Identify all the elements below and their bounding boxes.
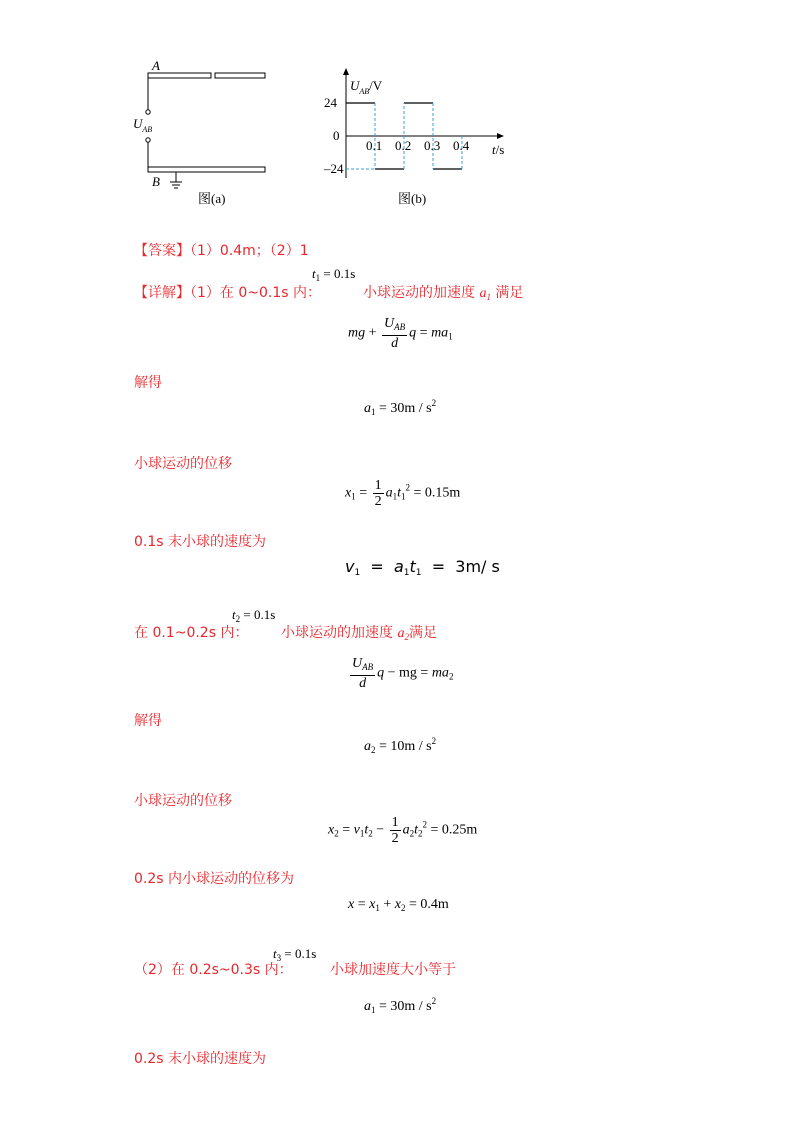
t2-expr: $t_2 = 0.1s$ bbox=[232, 607, 276, 624]
part2-intro: （2）在 0.2s~0.3s 内： bbox=[134, 962, 293, 978]
accel3-text: 小球加速度大小等于 bbox=[330, 962, 456, 978]
part1b-intro: 在 0.1~0.2s 内： bbox=[134, 625, 249, 641]
part1-intro: （1）在 0~0.1s 内： bbox=[190, 285, 322, 301]
eq-a2: $a_2 = 10m / s^2$ bbox=[364, 736, 437, 755]
terminal-top bbox=[146, 110, 150, 114]
t1-expr: $t_1 = 0.1s$ bbox=[312, 266, 356, 283]
plate-top-label: A bbox=[152, 60, 160, 73]
figure-b bbox=[320, 60, 520, 210]
solve-label-1: 解得 bbox=[134, 375, 162, 391]
x-tick-label: 0.3 bbox=[424, 138, 441, 153]
total-label: 0.2s 内小球运动的位移为 bbox=[134, 871, 295, 887]
eq-x: $x = x_1 + x_2 = 0.4m$ bbox=[348, 897, 449, 913]
eq-x2: $x_2 = v_1t_2$ − $\frac{1}{2}$ $a_2t_2^2 = 0.25m$ bbox=[328, 815, 478, 846]
origin-label: 0 bbox=[333, 128, 340, 143]
eq-v1: $v_1 = a_1t_1 = 3m/$ s bbox=[345, 557, 500, 578]
y-tick-label: –24 bbox=[324, 161, 344, 176]
eq-force1: mg + $\frac{U_{AB}}{d}$ $q = ma_1$ bbox=[348, 316, 453, 351]
eq-a1: $a_1 = 30m / s^2$ bbox=[364, 398, 437, 417]
eq-a1-again: $a_1 = 30m / s^2$ bbox=[364, 996, 437, 1015]
part1-intro-line bbox=[134, 282, 321, 302]
x-tick-label: 0.2 bbox=[395, 138, 412, 153]
accel1-text: 小球运动的加速度 $a_1$ 满足 bbox=[363, 285, 524, 302]
x-tick-label: 0.1 bbox=[366, 138, 383, 153]
answer-text: （1）0.4m；（2）1 bbox=[190, 243, 309, 259]
eq-force2: $\frac{U_{AB}}{d}$ q − mg = $ma_2$ bbox=[352, 656, 454, 691]
y-axis-arrow bbox=[343, 68, 349, 75]
disp-label-2: 小球运动的位移 bbox=[134, 793, 232, 809]
plate-a-right bbox=[215, 73, 265, 78]
figure-a bbox=[130, 60, 280, 210]
solve-label-2: 解得 bbox=[134, 713, 162, 729]
figure-b-caption: 图(b) bbox=[398, 191, 427, 206]
y-tick-label: 24 bbox=[324, 95, 337, 110]
solution-label: 【详解】 bbox=[134, 285, 190, 301]
plate-a-left bbox=[148, 73, 211, 78]
answer-label: 【答案】 bbox=[134, 243, 190, 259]
answer-line bbox=[134, 240, 309, 260]
y-axis-label: $U_{AB}/V$ bbox=[350, 78, 383, 96]
disp-label-1: 小球运动的位移 bbox=[134, 456, 232, 472]
accel2-text: 小球运动的加速度 $a_2$满足 bbox=[281, 625, 437, 642]
terminal-bottom bbox=[146, 138, 150, 142]
eq-x1: $x_1$ = $\frac{1}{2}$ $a_1t_1^2 = 0.15m$ bbox=[345, 478, 461, 509]
vel-label-1: 0.1s 末小球的速度为 bbox=[134, 534, 267, 550]
plate-b bbox=[148, 167, 265, 172]
figure-a-caption: 图(a) bbox=[198, 191, 226, 206]
x-tick-label: 0.4 bbox=[453, 138, 470, 153]
plate-bottom-label: B bbox=[152, 174, 160, 189]
x-axis-label: t/s bbox=[492, 142, 505, 157]
vel-label-2: 0.2s 末小球的速度为 bbox=[134, 1051, 267, 1067]
voltage-label: $U_{AB}$ bbox=[133, 116, 153, 134]
t3-expr: $t_3 = 0.1s$ bbox=[273, 946, 317, 963]
x-axis-arrow bbox=[497, 133, 504, 139]
